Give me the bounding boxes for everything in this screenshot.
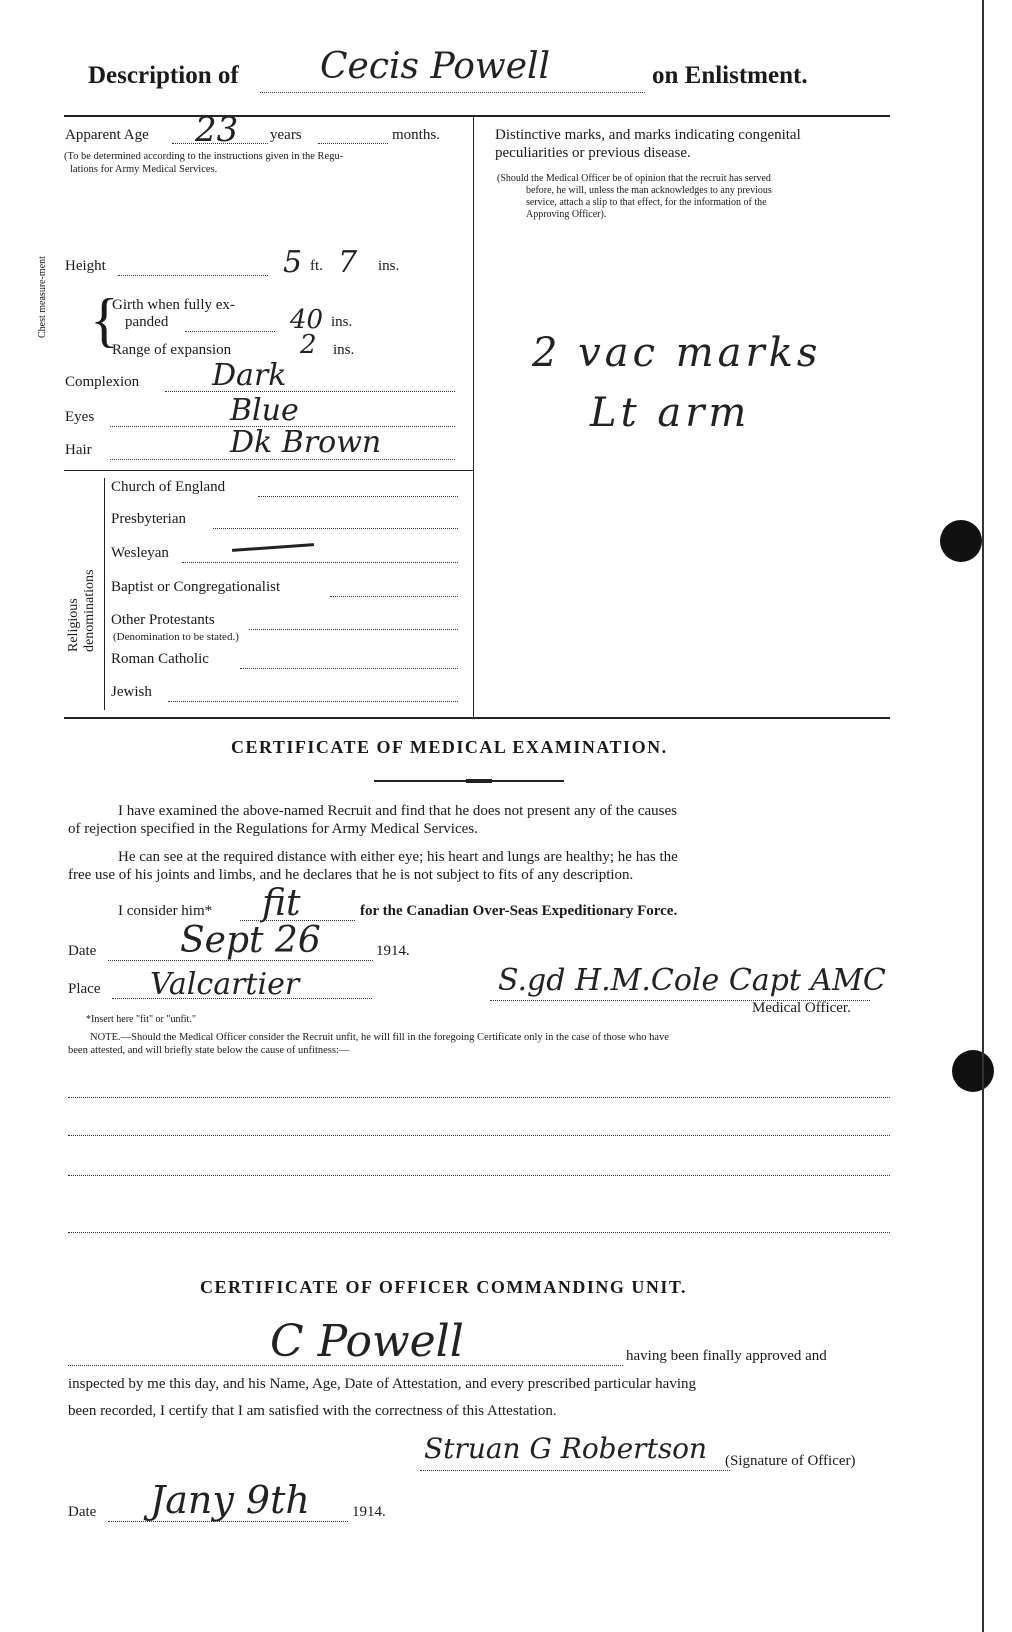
medical-officer-label: Medical Officer.	[752, 1000, 851, 1016]
religion-line-3	[182, 562, 458, 563]
medical-date-label: Date	[68, 943, 97, 959]
marks-value-1: 2 vac marks	[532, 330, 822, 376]
recruit-name: Cecis Powell	[320, 46, 551, 87]
marks-note-2: before, he will, unless the man acknowledges to any previous	[526, 185, 772, 196]
co-date-label: Date	[68, 1504, 97, 1520]
marks-note-1: (Should the Medical Officer be of opinion that the recruit has served	[497, 173, 771, 184]
months-line	[318, 143, 388, 144]
column-divider	[473, 117, 474, 717]
complexion-value: Dark	[212, 358, 287, 393]
hair-label: Hair	[65, 442, 92, 458]
religion-side-label: Religious denominations	[66, 569, 97, 652]
height-in-value: 7	[338, 245, 358, 280]
medical-para2-b: free use of his joints and limbs, and he declares that he is not subject to fits of any description.	[68, 867, 634, 883]
unfitness-line-2	[68, 1135, 890, 1136]
wesleyan-mark	[232, 543, 314, 552]
eyes-label: Eyes	[65, 409, 95, 425]
description-bottom-rule	[64, 717, 890, 719]
co-line1-suffix: having been finally approved and	[626, 1348, 827, 1364]
hair-value: Dk Brown	[230, 425, 382, 460]
marks-note-3: service, attach a slip to that effect, for the information of the	[526, 197, 767, 208]
fit-footnote: *Insert here "fit" or "unfit."	[86, 1014, 196, 1025]
religion-baptist: Baptist or Congregationalist	[111, 579, 281, 595]
height-label: Height	[65, 258, 106, 274]
unfitness-line-1	[68, 1097, 890, 1098]
consider-suffix: for the Canadian Over-Seas Expeditionary Force.	[360, 903, 678, 919]
religion-bracket	[104, 478, 105, 710]
header-name-line	[260, 92, 645, 93]
religion-roman-catholic: Roman Catholic	[111, 651, 209, 667]
height-ft-value: 5	[283, 245, 303, 280]
religion-line-6	[240, 668, 458, 669]
years-label: years	[270, 127, 302, 143]
marks-label-1: Distinctive marks, and marks indicating congenital	[495, 127, 801, 143]
medical-officer-signature: S.gd H.M.Cole Capt AMC	[498, 963, 886, 998]
religion-note: (Denomination to be stated.)	[113, 631, 239, 643]
religion-presbyterian: Presbyterian	[111, 511, 186, 527]
age-label: Apparent Age	[65, 127, 149, 143]
commanding-title: CERTIFICATE OF OFFICER COMMANDING UNIT.	[200, 1277, 688, 1297]
consider-label: I consider him*	[118, 903, 213, 919]
girth-line	[185, 331, 275, 332]
height-label-line	[118, 275, 268, 276]
fitness-value: fit	[262, 883, 301, 924]
co-signature-line	[420, 1470, 730, 1471]
range-ins-label: ins.	[333, 342, 355, 358]
header-prefix: Description of	[88, 62, 239, 89]
religion-line-5	[249, 629, 458, 630]
age-value: 23	[195, 110, 239, 150]
religion-jewish: Jewish	[111, 684, 152, 700]
range-label: Range of expansion	[112, 342, 232, 358]
chest-brace: {	[90, 287, 119, 353]
eyes-value: Blue	[230, 393, 299, 428]
age-note-2: lations for Army Medical Services.	[70, 164, 218, 175]
girth-label-2: panded	[125, 314, 169, 330]
physical-bottom-rule	[64, 470, 473, 471]
right-edge-line	[982, 0, 984, 1632]
girth-ins-label: ins.	[331, 314, 353, 330]
co-recruit-name: C Powell	[270, 1316, 464, 1367]
age-note-1: (To be determined according to the instructions given in the Regu-	[64, 151, 344, 162]
medical-year: 1914.	[376, 943, 410, 959]
medical-para1-a: I have examined the above-named Recruit and find that he does not present any of the causes	[118, 803, 677, 819]
marks-label-2: peculiarities or previous disease.	[495, 145, 691, 161]
range-value: 2	[300, 330, 317, 360]
place-label: Place	[68, 981, 101, 997]
medical-title: CERTIFICATE OF MEDICAL EXAMINATION.	[231, 737, 668, 757]
religion-line-1	[258, 496, 458, 497]
girth-label-1: Girth when fully ex-	[112, 297, 235, 313]
medical-para2-a: He can see at the required distance with either eye; his heart and lungs are healthy; he has the	[118, 849, 678, 865]
religion-line-4	[330, 596, 458, 597]
religion-line-7	[168, 701, 458, 702]
punch-hole-2	[952, 1050, 994, 1092]
religion-church-of-england: Church of England	[111, 479, 226, 495]
marks-value-2: Lt arm	[590, 390, 751, 436]
co-line2: inspected by me this day, and his Name, Age, Date of Attestation, and every prescribed particular having	[68, 1376, 697, 1392]
complexion-line	[165, 391, 455, 392]
co-line3: been recorded, I certify that I am satisfied with the correctness of this Attestation.	[68, 1403, 557, 1419]
unfitness-line-4	[68, 1232, 890, 1233]
medical-date-value: Sept 26	[180, 920, 321, 961]
co-signature-label: (Signature of Officer)	[725, 1453, 856, 1469]
months-label: months.	[392, 127, 440, 143]
ft-label: ft.	[310, 258, 323, 274]
religion-wesleyan: Wesleyan	[111, 545, 169, 561]
punch-hole-1	[940, 520, 982, 562]
top-rule	[64, 115, 890, 117]
religion-line-2	[213, 528, 458, 529]
co-signature: Struan G Robertson	[424, 1432, 708, 1465]
place-value: Valcartier	[150, 967, 300, 1002]
medical-note-2: been attested, and will briefly state below the cause of unfitness:—	[68, 1045, 350, 1056]
girth-value: 40	[290, 305, 324, 335]
ins-label: ins.	[378, 258, 400, 274]
medical-para1-b: of rejection specified in the Regulations for Army Medical Services.	[68, 821, 478, 837]
header-suffix: on Enlistment.	[652, 62, 808, 89]
marks-note-4: Approving Officer).	[526, 209, 607, 220]
complexion-label: Complexion	[65, 374, 140, 390]
religion-other-protestants: Other Protestants	[111, 612, 215, 628]
medical-note-1: NOTE.—Should the Medical Officer consider the Recruit unfit, he will fill in the foregoing Certificate only in the case of those who have	[90, 1032, 669, 1043]
co-date-value: Jany 9th	[150, 1478, 310, 1522]
chest-side-label: Chest measure-ment	[37, 256, 48, 338]
unfitness-line-3	[68, 1175, 890, 1176]
co-year: 1914.	[352, 1504, 386, 1520]
medical-title-rule-mid	[466, 779, 492, 783]
